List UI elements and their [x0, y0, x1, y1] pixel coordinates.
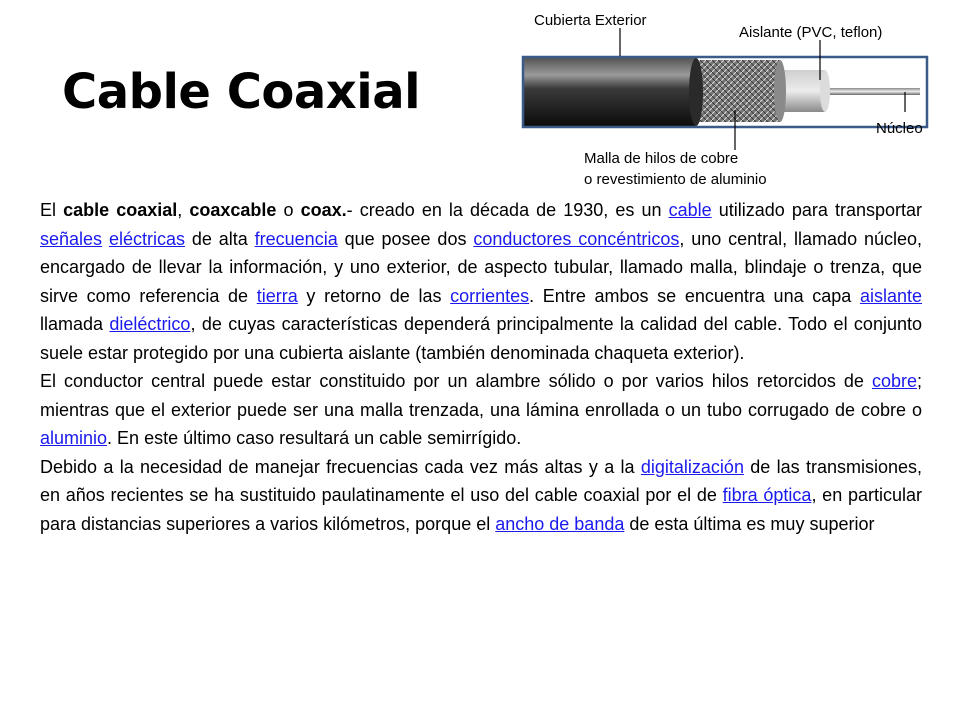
- body-text: [40, 196, 922, 538]
- text-run: llamada: [40, 314, 110, 334]
- link-corrientes[interactable]: corrientes: [450, 285, 530, 306]
- bold-term: coaxcable: [189, 200, 277, 220]
- label-insulator: Aislante (PVC, teflon): [739, 24, 883, 41]
- outer-jacket: [524, 58, 696, 126]
- text-run: [102, 229, 109, 249]
- text-run: , uno central, llamado núcleo, encargado de llevar la información, y uno exterior, de aspecto tubular, llamado malla, blindaje o trenza, que sirve como referencia de: [40, 228, 923, 306]
- link-frecuencia[interactable]: frecuencia: [254, 228, 338, 249]
- text-run: ,: [177, 200, 190, 220]
- text-run: . Entre ambos se encuentra una capa: [529, 285, 860, 306]
- label-outer-jacket: Cubierta Exterior: [534, 12, 647, 29]
- text-run: El: [40, 200, 64, 220]
- bold-term: coax.: [300, 200, 347, 220]
- link-aluminio[interactable]: aluminio: [40, 428, 108, 448]
- text-run: - creado en la década de 1930, es un: [346, 200, 669, 220]
- paragraph-1: [40, 196, 922, 367]
- link-cobre[interactable]: cobre: [871, 371, 917, 391]
- text-run: de esta última es muy superior: [624, 513, 875, 534]
- text-run: El conductor central puede estar constituido por un alambre sólido o por varios hilos retorcidos de: [40, 371, 872, 391]
- link-señales[interactable]: señales: [40, 228, 103, 249]
- link-aislante[interactable]: aislante: [859, 285, 922, 306]
- text-run: y retorno de las: [297, 285, 451, 306]
- label-shield-line2: o revestimiento de aluminio: [584, 171, 767, 188]
- text-run: que posee dos: [337, 228, 474, 249]
- paragraph-2: [40, 367, 922, 453]
- link-digitalización[interactable]: digitalización: [640, 456, 744, 477]
- text-run: de las transmisiones, en años recientes se ha sustituido paulatinamente el uso del cable coaxial por el de: [40, 456, 923, 505]
- text-run: o: [276, 200, 301, 220]
- link-eléctricas[interactable]: eléctricas: [108, 228, 185, 249]
- link-tierra[interactable]: tierra: [256, 285, 298, 306]
- page-title: Cable Coaxial: [62, 64, 421, 120]
- link-conductores-concéntricos[interactable]: conductores concéntricos: [473, 228, 680, 249]
- text-run: , de cuyas características dependerá principalmente la calidad del cable. Todo el conjunto suele estar protegido por una cubierta aislante (también denominada chaqueta exterior).: [40, 314, 922, 363]
- text-run: , en particular para distancias superiores a varios kilómetros, porque el: [40, 485, 922, 534]
- text-run: . En este último caso resultará un cable semirrígido.: [107, 428, 522, 448]
- label-core: Núcleo: [876, 120, 923, 137]
- label-shield-line1: Malla de hilos de cobre: [584, 150, 739, 167]
- text-run: de alta: [184, 228, 255, 249]
- text-run: Debido a la necesidad de manejar frecuencias cada vez más altas y a la: [40, 456, 641, 477]
- link-ancho-de-banda[interactable]: ancho de banda: [495, 513, 625, 534]
- paragraph-3: [40, 453, 922, 539]
- text-run: utilizado para transportar: [711, 200, 922, 220]
- link-fibra-óptica[interactable]: fibra óptica: [722, 485, 812, 505]
- text-run: ; mientras que el exterior puede ser una malla trenzada, una lámina enrollada o un tubo corrugado de cobre o: [40, 371, 922, 420]
- coaxial-cable-figure: [520, 0, 960, 192]
- link-cable[interactable]: cable: [668, 200, 712, 220]
- bold-term: cable coaxial: [63, 200, 178, 220]
- link-dieléctrico[interactable]: dieléctrico: [109, 314, 191, 334]
